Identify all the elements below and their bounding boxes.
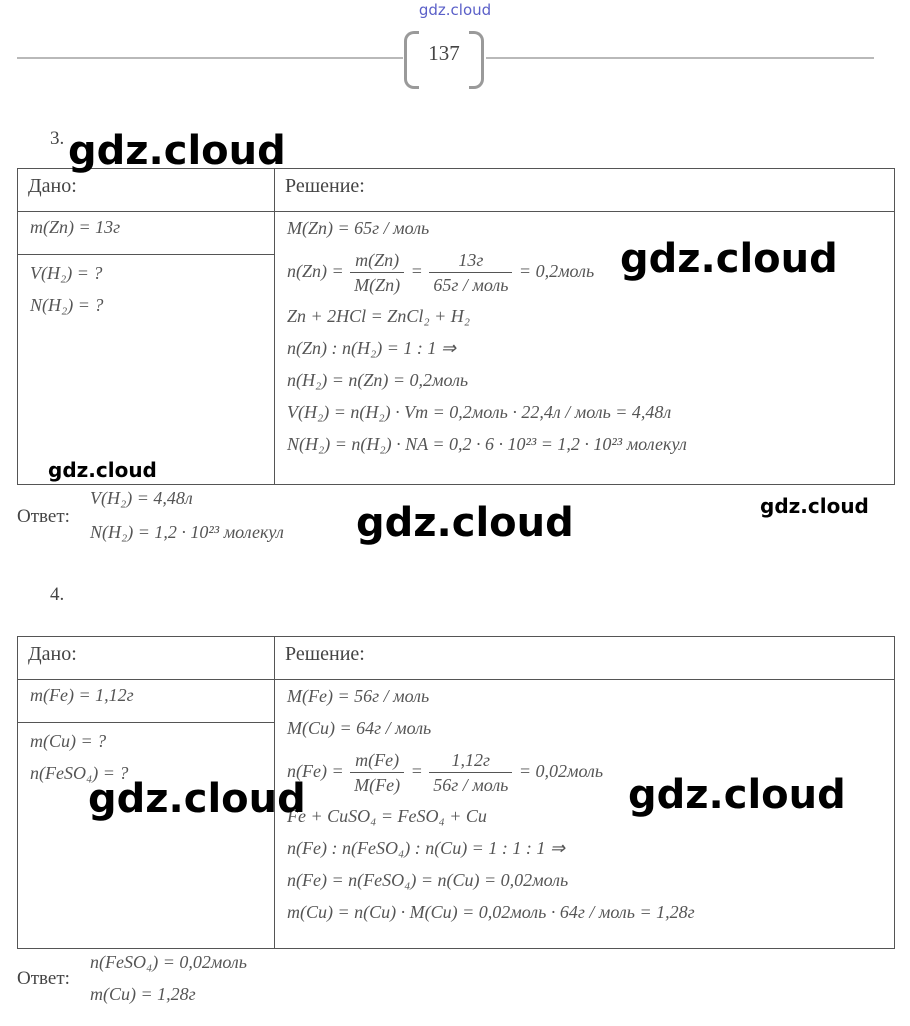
answer-line: m(Cu) = 1,28г [90,984,196,1004]
solution-line: n(Fe) = n(FeSO₄) = n(Cu) = 0,02моль [287,870,569,890]
find-item: N(H₂) = ? [30,295,104,315]
header-watermark: gdz.cloud [418,1,492,19]
solution-line-fraction: n(Zn) = $\frac{m(Zn)}{M(Zn)}$ = $\frac{13г}{\text{65г / моль}}$ = 0,2моль [287,250,595,296]
fraction: $\frac{13г}{\text{65г / моль}}$ [429,248,512,297]
solution-line: Fe + CuSO₄ = FeSO₄ + Cu [287,806,487,826]
solution-line: M(Cu) = 64г / моль [287,718,432,738]
fraction: $\frac{m(Fe)}{M(Fe)}$ [350,748,404,797]
solution-line: m(Cu) = n(Cu) · M(Cu) = 0,02моль · 64г / моль = 1,28г [287,902,695,922]
problem-3-number: 3. [50,128,65,149]
given-value: m(Zn) = 13г [30,217,121,237]
answer-line: N(H₂) = 1,2 · 10²³ молекул [90,522,284,542]
answer-label: Ответ: [17,968,70,989]
page-number-box [404,31,484,85]
page-number: 137 [428,41,460,65]
watermark: gdz.cloud [68,128,286,174]
watermark: gdz.cloud [356,500,574,546]
problem-4-number: 4. [50,584,65,605]
solution-header: Решение: [275,169,895,212]
find-item: n(FeSO₄) = ? [30,763,129,783]
solution-line: n(H₂) = n(Zn) = 0,2моль [287,370,469,390]
given-value: m(Fe) = 1,12г [30,685,134,705]
solution-line: V(H₂) = n(H₂) · Vm = 0,2моль · 22,4л / моль = 4,48л [287,402,672,422]
answer-line: n(FeSO₄) = 0,02моль [90,952,247,972]
given-header: Дано: [18,169,275,212]
watermark: gdz.cloud [48,458,157,482]
watermark: gdz.cloud [620,236,838,282]
solution-line: M(Zn) = 65г / моль [287,218,430,238]
fraction: $\frac{1,12г}{\text{56г / моль}}$ [429,748,512,797]
problem-4-answer [17,952,517,1016]
given-cell [18,212,275,485]
solution-header: Решение: [275,637,895,680]
answer-line: V(H₂) = 4,48л [90,488,193,508]
solution-line: N(H₂) = n(H₂) · NA = 0,2 · 6 · 10²³ = 1,2 · 10²³ молекул [287,434,687,454]
given-header: Дано: [18,637,275,680]
watermark: gdz.cloud [760,494,869,518]
watermark: gdz.cloud [628,772,846,818]
solution-line: M(Fe) = 56г / моль [287,686,430,706]
find-item: V(H₂) = ? [30,263,103,283]
solution-line: n(Zn) : n(H₂) = 1 : 1 ⇒ [287,338,456,358]
problem-3-table [17,168,895,485]
solution-line: Zn + 2HCl = ZnCl₂ + H₂ [287,306,470,326]
find-item: m(Cu) = ? [30,731,107,751]
solution-line-fraction: n(Fe) = $\frac{m(Fe)}{M(Fe)}$ = $\frac{1,12г}{\text{56г / моль}}$ = 0,02моль [287,750,604,796]
answer-label: Ответ: [17,506,70,527]
watermark: gdz.cloud [88,776,306,822]
solution-line: n(Fe) : n(FeSO₄) : n(Cu) = 1 : 1 : 1 ⇒ [287,838,565,858]
fraction: $\frac{m(Zn)}{M(Zn)}$ [350,248,404,297]
header-rule-right [486,57,874,59]
header-rule-left [17,57,403,59]
